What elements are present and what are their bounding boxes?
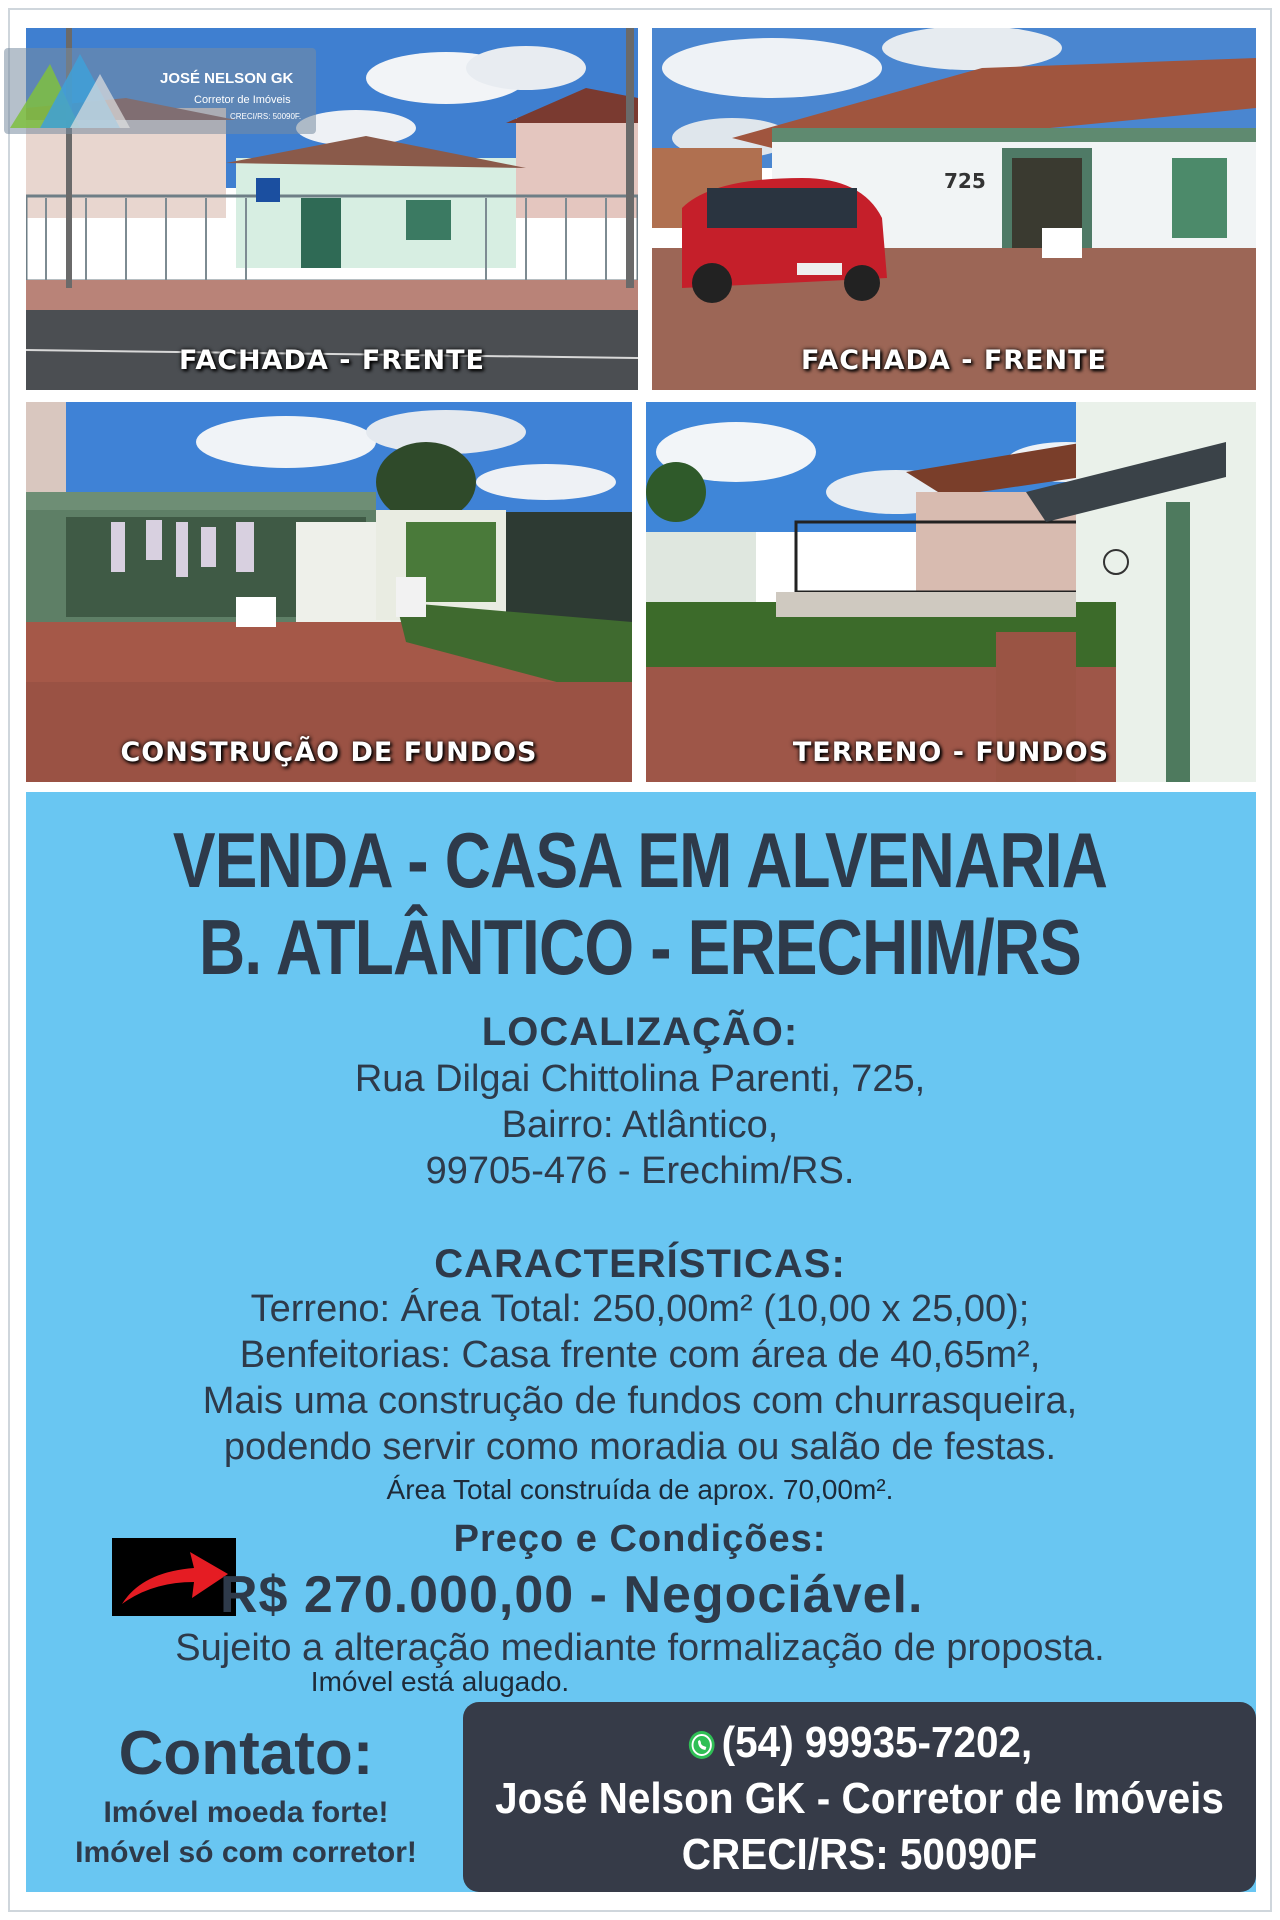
location-line: Rua Dilgai Chittolina Parenti, 725, xyxy=(354,1058,926,1100)
contact-phone[interactable]: (54) 99935-7202, xyxy=(721,1718,1033,1767)
features-note: Área Total construída de aprox. 70,00m². xyxy=(386,1474,894,1505)
features-line: Mais uma construção de fundos com churrasqueira, xyxy=(202,1380,1078,1422)
logo-role: Corretor de Imóveis xyxy=(194,94,291,106)
logo-creci: CRECI/RS: 50090F. xyxy=(230,112,302,121)
photo-back-land xyxy=(646,402,1256,782)
photo-caption: FACHADA - FRENTE xyxy=(179,345,485,376)
photo-back-construction xyxy=(26,402,632,782)
contact-slogan: Imóvel moeda forte! xyxy=(103,1796,389,1829)
location-line: Bairro: Atlântico, xyxy=(501,1104,779,1146)
listing-title-line2: B. ATLÂNTICO - ERECHIM/RS xyxy=(198,903,1081,991)
photo-front-car-image xyxy=(652,28,1256,390)
pricing-heading: Preço e Condições: xyxy=(453,1518,827,1560)
contact-box xyxy=(463,1702,1256,1892)
features-line: Benfeitorias: Casa frente com área de 40,65m², xyxy=(239,1334,1041,1376)
photo-caption: TERRENO - FUNDOS xyxy=(792,737,1110,768)
features-line: podendo servir como moradia ou salão de festas. xyxy=(223,1426,1057,1468)
rental-status: Imóvel está alugado. xyxy=(310,1666,570,1697)
price-condition: Sujeito a alteração mediante formalização de proposta. xyxy=(175,1627,1105,1669)
logo-name: JOSÉ NELSON GK xyxy=(160,70,294,87)
photo-front-car xyxy=(652,28,1256,390)
location-line: 99705-476 - Erechim/RS. xyxy=(425,1150,855,1192)
photo-back-land-image xyxy=(646,402,1256,782)
contact-slogan: Imóvel só com corretor! xyxy=(75,1836,417,1869)
red-arrow-icon xyxy=(112,1538,236,1616)
agent-logo xyxy=(4,48,316,134)
arrow-icon xyxy=(112,1538,236,1616)
photo-back-construction-image xyxy=(26,402,632,782)
features-line: Terreno: Área Total: 250,00m² (10,00 x 25,00); xyxy=(250,1288,1030,1330)
contact-title: Contato: xyxy=(118,1719,374,1788)
house-number: 725 xyxy=(944,169,986,193)
features-heading: CARACTERÍSTICAS: xyxy=(434,1242,846,1286)
contact-creci: CRECI/RS: 50090F xyxy=(681,1830,1038,1879)
contact-phone-row[interactable] xyxy=(495,1718,1225,1768)
location-heading: LOCALIZAÇÃO: xyxy=(481,1010,799,1054)
contact-agent: José Nelson GK - Corretor de Imóveis xyxy=(495,1774,1224,1823)
photo-caption: CONSTRUÇÃO DE FUNDOS xyxy=(120,737,538,768)
photo-caption: FACHADA - FRENTE xyxy=(801,345,1107,376)
whatsapp-icon xyxy=(687,1729,716,1761)
agent-logo-mark xyxy=(10,54,130,128)
price: R$ 270.000,00 - Negociável. xyxy=(220,1566,924,1624)
listing-title-line1: VENDA - CASA EM ALVENARIA xyxy=(172,816,1108,904)
